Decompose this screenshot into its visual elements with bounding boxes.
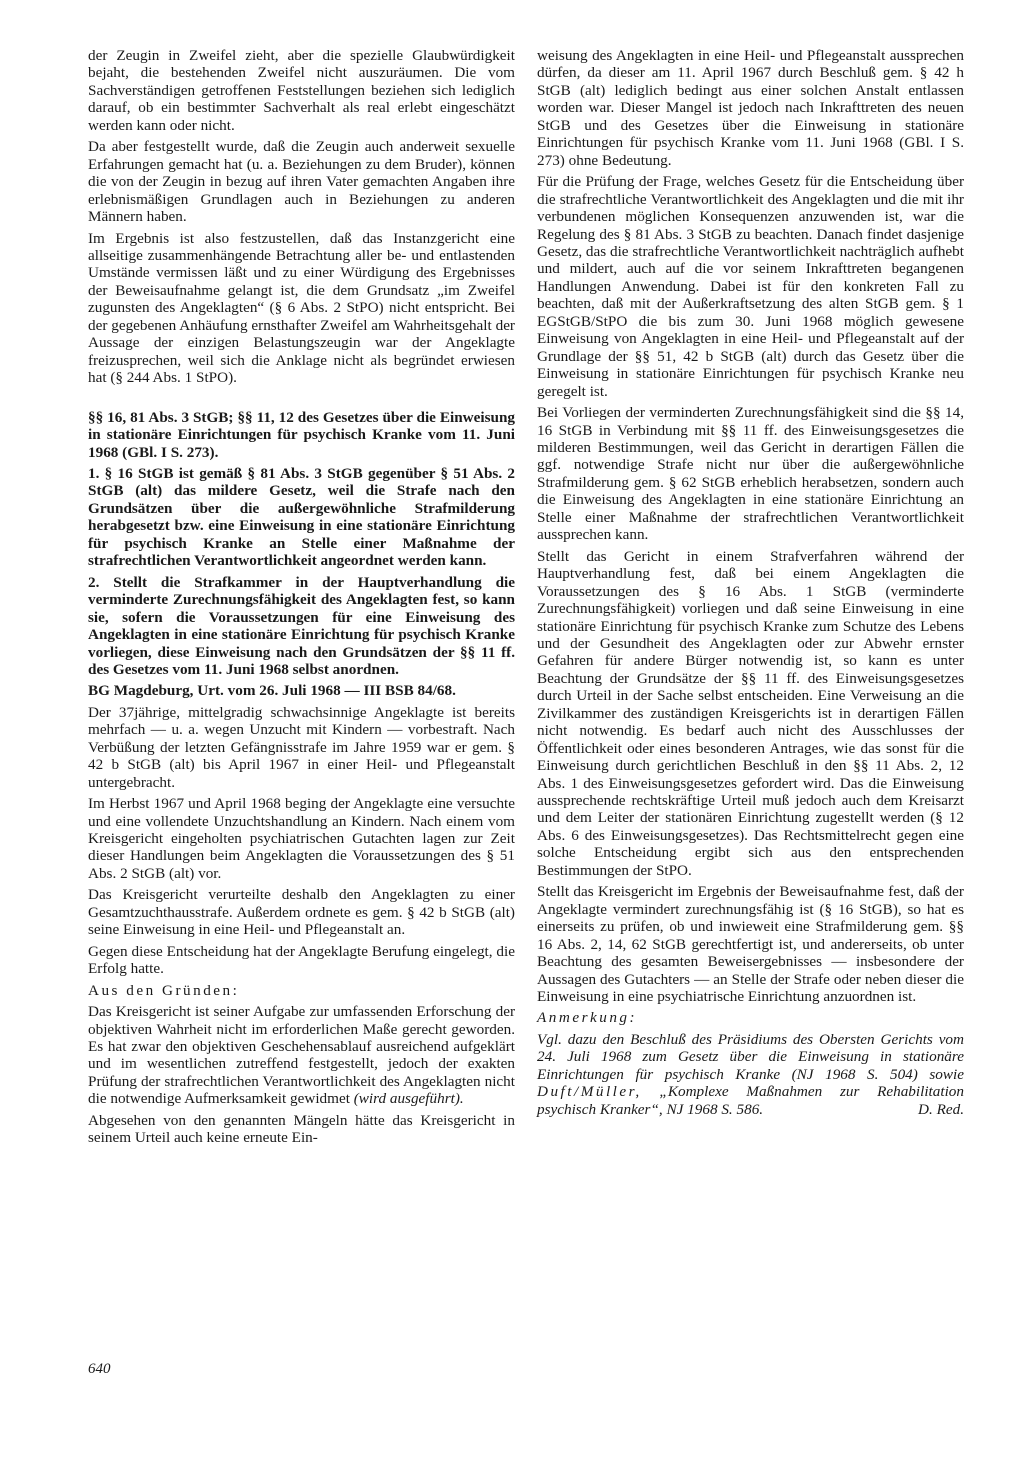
right-column bbox=[537, 47, 964, 1122]
paragraph: Im Herbst 1967 und April 1968 beging der Angeklagte eine versuchte und eine vollendete Unzuchtshandlung an Kindern. Nach einem vom Kreisgericht eingeholten psychiatrischen Gutachten lagen zur Zeit dieser Handlungen beim Angeklagten die Voraussetzungen des § 51 Abs. 2 StGB (alt) vor. bbox=[88, 795, 515, 882]
case-headnote-2: 2. Stellt die Strafkammer in der Hauptverhandlung die verminderte Zurechnungsfähigkeit des Angeklagten fest, so kann sie, sofern die Voraussetzungen für eine Einweisung des Angeklagten in eine stationäre Einrichtung für psychisch Kranke vorliegen, diese Einweisung nach den Grundsätzen der §§ 11 ff. des Gesetzes vom 11. Juni 1968 selbst anordnen. bbox=[88, 573, 515, 678]
paragraph: Abgesehen von den genannten Mängeln hätte das Kreisgericht in seinem Urteil auch keine erneute Ein- bbox=[88, 1111, 515, 1147]
note-heading: Anmerkung: bbox=[537, 1009, 638, 1027]
paragraph: Für die Prüfung der Frage, welches Gesetz für die Entscheidung über die strafrechtliche Verantwortlichkeit des Angeklagten und die mit ihr verbundenen möglichen Konsequenzen anzuwenden ist, war die Regelung des § 81 Abs. 3 StGB zu beachten. Danach findet dasjenige Gesetz, das die strafrechtliche Verantwortlichkeit nachträglich aufhebt und mildert, auch auf die vor seinem Inkrafttreten begangenen Handlungen Anwendung. Dabei ist für den konkreten Fall zu beachten, daß mit der Außerkraftsetzung des alten StGB gem. § 1 EGStGB/StPO die bis zum 30. Juni 1968 möglich gewesene Einweisung von Angeklagten in eine Heil- und Pflegeanstalt auf der Grundlage der §§ 51, 42 b StGB (alt) durch das Gesetz über die Einweisung in stationäre Einrichtungen für psychisch Kranke neu geregelt ist. bbox=[537, 173, 964, 400]
editor-signature: D. Red. bbox=[918, 1100, 964, 1118]
paragraph: der Zeugin in Zweifel zieht, aber die spezielle Glaubwürdigkeit bejaht, die bestehenden Zweifel nicht auszuräumen. Die vom Sachverständigen getroffenen Feststellungen beziehen sich lediglich darauf, ob ein bestimmter Sachverhalt als real erlebt eingeschätzt werden kann oder nicht. bbox=[88, 47, 515, 134]
note-author: Duft/Müller, bbox=[537, 1083, 642, 1101]
paragraph-text: Das Kreisgericht ist seiner Aufgabe zur umfassenden Erforschung der objektiven Wahrheit nicht im erforderlichen Maße gerecht geworden. Es hat zwar den objektiven Geschehensablauf ausreichend aufgeklärt und im wesentlichen zutreffend festgestellt, jedoch der exakten Prüfung der strafrechtlichen Verantwortlichkeit des Angeklagten nicht die notwendige Aufmerksamkeit gewidmet bbox=[88, 1003, 515, 1108]
paragraph-italic-text: (wird ausgeführt). bbox=[353, 1090, 464, 1108]
paragraph: Das Kreisgericht verurteilte deshalb den Angeklagten zu einer Gesamtzuchthausstrafe. Außerdem ordnete es gem. § 42 b StGB (alt) seine Einweisung in eine Heil- und Pflegeanstalt an. bbox=[88, 886, 515, 939]
paragraph: Stellt das Gericht in einem Strafverfahren während der Hauptverhandlung fest, daß bei einem Angeklagten die Voraussetzungen des § 16 Abs. 1 StGB (verminderte Zurechnungsfähigkeit) vorliegen und daß seine Einweisung in eine stationäre Einrichtung für psychisch Kranke zum Schutze des Lebens und der Gesundheit des Angeklagten oder zur Abwehr ernster Gefahren für andere Bürger notwendig ist, so kann es unter Beachtung der Grundsätze der §§ 11 ff. des Einweisungsgesetzes durch Urteil in der Sache selbst entscheiden. Eine Verweisung an die Zivilkammer des zuständigen Kreisgerichts ist in derartigen Fällen nicht notwendig. Es bedarf auch nicht des Ausschlusses der Öffentlichkeit oder eines besonderen Antrages, wie das sonst für die Einweisung durch gerichtlichen Beschluß in den §§ 11 Abs. 2, 12 Abs. 1 des Einweisungsgesetzes gefordert wird. Das die Einweisung aussprechende rechtskräftige Urteil muß jedoch auch dem Kreisarzt und dem Leiter der stationären Einrichtung zugestellt werden (§ 12 Abs. 6 des Einweisungsgesetzes). Das Rechtsmittelrecht gegen eine solche Entscheidung ergibt sich aus den entsprechenden Bestimmungen der StPO. bbox=[537, 547, 964, 879]
case-citation: BG Magdeburg, Urt. vom 26. Juli 1968 — III BSB 84/68. bbox=[88, 682, 456, 700]
left-column bbox=[88, 47, 515, 1151]
note-text-b: „Komplexe Maßnahmen zur Rehabilitation psychisch Kranker“, NJ 1968 S. 586. bbox=[537, 1083, 964, 1118]
paragraph: Stellt das Kreisgericht im Ergebnis der Beweisaufnahme fest, daß der Angeklagte vermindert zurechnungsfähig ist (§ 16 StGB), so hat es einerseits zu prüfen, ob und inwieweit eine Strafmilderung gem. §§ 16 Abs. 2, 14, 62 StGB gerechtfertigt ist, und andererseits, ob unter Beachtung des gesamten Beweisergebnisses — insbesondere der Aussagen des Gutachters — an Stelle der Strafe oder neben dieser die Einweisung in eine psychiatrische Einrichtung anzuordnen ist. bbox=[537, 883, 964, 1006]
section-heading-reasons: Aus den Gründen: bbox=[88, 981, 240, 999]
paragraph bbox=[88, 1003, 515, 1108]
paragraph: Da aber festgestellt wurde, daß die Zeugin auch anderweit sexuelle Erfahrungen gemacht hat (u. a. Beziehungen zu dem Bruder), können die von der Zeugin in bezug auf ihren Vater gemachten Angaben ihre erlebnismäßigen Grundlagen auch in Beziehungen zu anderen Männern haben. bbox=[88, 138, 515, 226]
page-number: 640 bbox=[88, 1361, 111, 1377]
case-headnote-1: 1. § 16 StGB ist gemäß § 81 Abs. 3 StGB gegenüber § 51 Abs. 2 StGB (alt) das mildere Gesetz, weil die Strafe nach den Grundsätzen über die außergewöhnliche Strafmilderung herabgesetzt bzw. eine Einweisung in eine stationäre Einrichtung für psychisch Kranke an Stelle einer Maßnahme der strafrechtlichen Verantwortlichkeit angeordnet werden kann. bbox=[88, 464, 515, 570]
paragraph: Bei Vorliegen der verminderten Zurechnungsfähigkeit sind die §§ 14, 16 StGB in Verbindung mit §§ 11 ff. des Einweisungsgesetzes die milderen Bestimmungen, weil das Gericht in derartigen Fällen die ggf. notwendige Strafe nicht nur über die außergewöhnliche Strafmilderung gem. § 62 StGB erheblich herabsetzen, sondern auch die Einweisung des Angeklagten in eine stationäre Einrichtung an Stelle einer Maßnahme der strafrechtlichen Verantwortlichkeit aussprechen kann. bbox=[537, 404, 964, 544]
case-headnote-statutes: §§ 16, 81 Abs. 3 StGB; §§ 11, 12 des Gesetzes über die Einweisung in stationäre Einrichtungen für psychisch Kranke vom 11. Juni 1968 (GBl. I S. 273). bbox=[88, 408, 515, 461]
paragraph: Im Ergebnis ist also festzustellen, daß das Instanzgericht eine allseitige zusammenhängende Betrachtung aller be- und entlastenden Umstände vermissen läßt und zu einer Würdigung des Ergebnisses der Beweisaufnahme gelangt ist, die dem Grundsatz „im Zweifel zugunsten des Angeklagten“ (§ 6 Abs. 2 StPO) nicht entspricht. Bei der gegebenen Anhäufung ernsthafter Zweifel am Wahrheitsgehalt der Aussage der einzigen Belastungszeugin war der Angeklagte freizusprechen, weil sich die Anklage nicht als begründet erwiesen hat (§ 244 Abs. 1 StPO). bbox=[88, 229, 515, 387]
note-text-a: Vgl. dazu den Beschluß des Präsidiums des Obersten Gerichts vom 24. Juli 1968 zum Gesetz über die Einweisung in stationäre Einrichtungen für psychisch Kranke (NJ 1968 S. 504) sowie bbox=[537, 1030, 964, 1083]
note-text bbox=[537, 1031, 964, 1118]
paragraph: Der 37jährige, mittelgradig schwachsinnige Angeklagte ist bereits mehrfach — u. a. wegen Unzucht mit Kindern — vorbestraft. Nach Verbüßung der letzten Gefängnisstrafe im Jahre 1959 war er gem. § 42 b StGB (alt) bis April 1967 in einer Heil- und Pflegeanstalt untergebracht. bbox=[88, 703, 515, 791]
paragraph: Gegen diese Entscheidung hat der Angeklagte Berufung eingelegt, die Erfolg hatte. bbox=[88, 942, 515, 978]
paragraph: weisung des Angeklagten in eine Heil- und Pflegeanstalt aussprechen dürfen, da dieser am 11. April 1967 durch Beschluß gem. § 42 h StGB (alt) lediglich bedingt aus einer solchen Anstalt entlassen worden war. Dieser Mangel ist jedoch nach Inkrafttreten des neuen StGB und des Gesetzes über die Einweisung in stationäre Einrichtungen für psychisch Kranke vom 11. Juni 1968 (GBl. I S. 273) ohne Bedeutung. bbox=[537, 47, 964, 169]
